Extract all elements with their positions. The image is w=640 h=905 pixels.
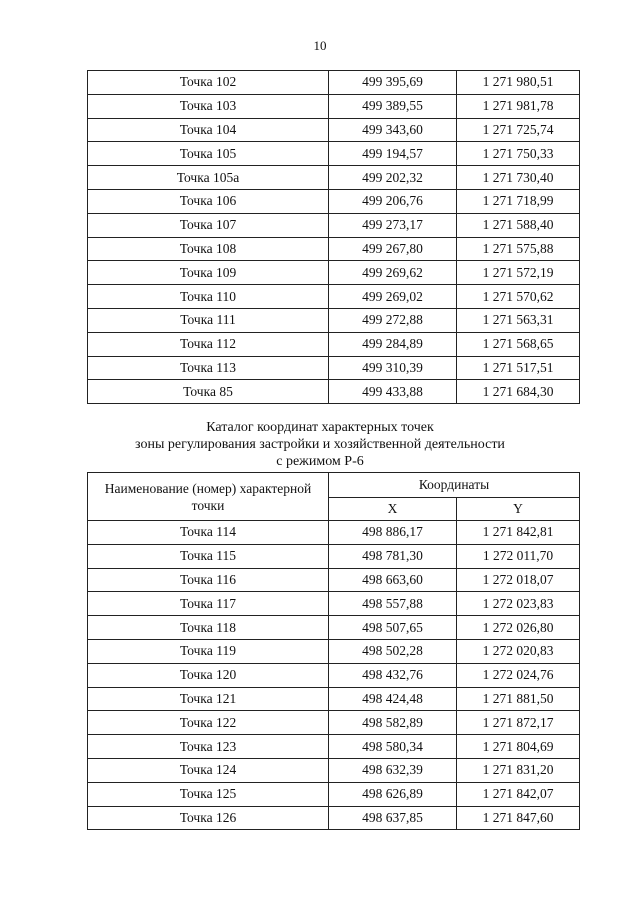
y-coordinate-cell: 1 272 011,70 xyxy=(457,544,580,568)
header-x: X xyxy=(329,498,457,521)
table-row xyxy=(88,118,580,142)
header-row xyxy=(88,473,580,498)
point-name-cell: Точка 104 xyxy=(88,118,329,142)
x-coordinate-cell: 499 343,60 xyxy=(329,118,457,142)
x-coordinate-cell: 499 284,89 xyxy=(329,332,457,356)
catalog-title-line-2: зоны регулирования застройки и хозяйственной деятельности xyxy=(135,437,505,452)
y-coordinate-cell: 1 271 725,74 xyxy=(457,118,580,142)
table-row xyxy=(88,735,580,759)
point-name-cell: Точка 124 xyxy=(88,758,329,782)
coordinates-table-top-body xyxy=(88,71,580,404)
y-coordinate-cell: 1 272 020,83 xyxy=(457,639,580,663)
coordinates-table-r6 xyxy=(87,472,580,830)
y-coordinate-cell: 1 271 588,40 xyxy=(457,213,580,237)
y-coordinate-cell: 1 271 517,51 xyxy=(457,356,580,380)
x-coordinate-cell: 498 582,89 xyxy=(329,711,457,735)
table-row xyxy=(88,663,580,687)
x-coordinate-cell: 499 269,02 xyxy=(329,285,457,309)
y-coordinate-cell: 1 271 572,19 xyxy=(457,261,580,285)
header-coordinates: Координаты xyxy=(329,473,580,498)
x-coordinate-cell: 498 557,88 xyxy=(329,592,457,616)
table-row xyxy=(88,71,580,95)
y-coordinate-cell: 1 271 872,17 xyxy=(457,711,580,735)
table-row xyxy=(88,568,580,592)
y-coordinate-cell: 1 272 024,76 xyxy=(457,663,580,687)
table-row xyxy=(88,213,580,237)
coordinates-table-top xyxy=(87,70,580,404)
y-coordinate-cell: 1 272 018,07 xyxy=(457,568,580,592)
point-name-cell: Точка 105 xyxy=(88,142,329,166)
y-coordinate-cell: 1 271 730,40 xyxy=(457,166,580,190)
coordinates-table-r6-body xyxy=(88,521,580,830)
point-name-cell: Точка 119 xyxy=(88,639,329,663)
table-row xyxy=(88,592,580,616)
point-name-cell: Точка 108 xyxy=(88,237,329,261)
x-coordinate-cell: 499 194,57 xyxy=(329,142,457,166)
x-coordinate-cell: 499 433,88 xyxy=(329,380,457,404)
table-row xyxy=(88,332,580,356)
x-coordinate-cell: 499 269,62 xyxy=(329,261,457,285)
table-row xyxy=(88,285,580,309)
x-coordinate-cell: 498 502,28 xyxy=(329,639,457,663)
x-coordinate-cell: 499 202,32 xyxy=(329,166,457,190)
x-coordinate-cell: 499 267,80 xyxy=(329,237,457,261)
x-coordinate-cell: 498 580,34 xyxy=(329,735,457,759)
x-coordinate-cell: 498 663,60 xyxy=(329,568,457,592)
point-name-cell: Точка 105а xyxy=(88,166,329,190)
y-coordinate-cell: 1 271 842,07 xyxy=(457,782,580,806)
catalog-title-line-1: Каталог координат характерных точек xyxy=(206,420,434,435)
x-coordinate-cell: 498 886,17 xyxy=(329,521,457,545)
table-row xyxy=(88,237,580,261)
x-coordinate-cell: 498 432,76 xyxy=(329,663,457,687)
y-coordinate-cell: 1 271 684,30 xyxy=(457,380,580,404)
point-name-cell: Точка 85 xyxy=(88,380,329,404)
x-coordinate-cell: 498 507,65 xyxy=(329,616,457,640)
table-row xyxy=(88,142,580,166)
x-coordinate-cell: 498 626,89 xyxy=(329,782,457,806)
x-coordinate-cell: 499 272,88 xyxy=(329,308,457,332)
x-coordinate-cell: 499 389,55 xyxy=(329,94,457,118)
point-name-cell: Точка 117 xyxy=(88,592,329,616)
y-coordinate-cell: 1 271 981,78 xyxy=(457,94,580,118)
header-y: Y xyxy=(457,498,580,521)
header-point-name: Наименование (номер) характерной точки xyxy=(88,473,329,521)
y-coordinate-cell: 1 271 563,31 xyxy=(457,308,580,332)
point-name-cell: Точка 109 xyxy=(88,261,329,285)
x-coordinate-cell: 499 206,76 xyxy=(329,189,457,213)
point-name-cell: Точка 112 xyxy=(88,332,329,356)
y-coordinate-cell: 1 271 568,65 xyxy=(457,332,580,356)
table-row xyxy=(88,782,580,806)
y-coordinate-cell: 1 271 842,81 xyxy=(457,521,580,545)
y-coordinate-cell: 1 271 570,62 xyxy=(457,285,580,309)
page-number: 10 xyxy=(313,38,327,53)
point-name-cell: Точка 103 xyxy=(88,94,329,118)
table-row xyxy=(88,308,580,332)
y-coordinate-cell: 1 271 718,99 xyxy=(457,189,580,213)
table-row xyxy=(88,94,580,118)
x-coordinate-cell: 499 310,39 xyxy=(329,356,457,380)
table-row xyxy=(88,356,580,380)
point-name-cell: Точка 110 xyxy=(88,285,329,309)
catalog-title xyxy=(0,419,640,470)
table-row xyxy=(88,639,580,663)
x-coordinate-cell: 499 395,69 xyxy=(329,71,457,95)
table-row xyxy=(88,711,580,735)
x-coordinate-cell: 498 781,30 xyxy=(329,544,457,568)
y-coordinate-cell: 1 272 023,83 xyxy=(457,592,580,616)
y-coordinate-cell: 1 271 804,69 xyxy=(457,735,580,759)
point-name-cell: Точка 126 xyxy=(88,806,329,830)
table-row xyxy=(88,261,580,285)
point-name-cell: Точка 115 xyxy=(88,544,329,568)
point-name-cell: Точка 120 xyxy=(88,663,329,687)
y-coordinate-cell: 1 271 750,33 xyxy=(457,142,580,166)
y-coordinate-cell: 1 271 881,50 xyxy=(457,687,580,711)
x-coordinate-cell: 499 273,17 xyxy=(329,213,457,237)
table-row xyxy=(88,616,580,640)
table-row xyxy=(88,806,580,830)
table-row xyxy=(88,758,580,782)
point-name-cell: Точка 113 xyxy=(88,356,329,380)
y-coordinate-cell: 1 271 847,60 xyxy=(457,806,580,830)
point-name-cell: Точка 111 xyxy=(88,308,329,332)
point-name-cell: Точка 123 xyxy=(88,735,329,759)
point-name-cell: Точка 121 xyxy=(88,687,329,711)
point-name-cell: Точка 102 xyxy=(88,71,329,95)
y-coordinate-cell: 1 271 980,51 xyxy=(457,71,580,95)
point-name-cell: Точка 116 xyxy=(88,568,329,592)
point-name-cell: Точка 106 xyxy=(88,189,329,213)
point-name-cell: Точка 114 xyxy=(88,521,329,545)
catalog-title-line-3: с режимом Р-6 xyxy=(276,454,364,469)
table-row xyxy=(88,380,580,404)
point-name-cell: Точка 125 xyxy=(88,782,329,806)
table-row xyxy=(88,166,580,190)
y-coordinate-cell: 1 272 026,80 xyxy=(457,616,580,640)
point-name-cell: Точка 122 xyxy=(88,711,329,735)
coordinates-table-r6-header xyxy=(88,473,580,521)
x-coordinate-cell: 498 632,39 xyxy=(329,758,457,782)
x-coordinate-cell: 498 637,85 xyxy=(329,806,457,830)
y-coordinate-cell: 1 271 575,88 xyxy=(457,237,580,261)
table-row xyxy=(88,521,580,545)
x-coordinate-cell: 498 424,48 xyxy=(329,687,457,711)
y-coordinate-cell: 1 271 831,20 xyxy=(457,758,580,782)
table-row xyxy=(88,544,580,568)
point-name-cell: Точка 118 xyxy=(88,616,329,640)
table-row xyxy=(88,687,580,711)
point-name-cell: Точка 107 xyxy=(88,213,329,237)
table-row xyxy=(88,189,580,213)
